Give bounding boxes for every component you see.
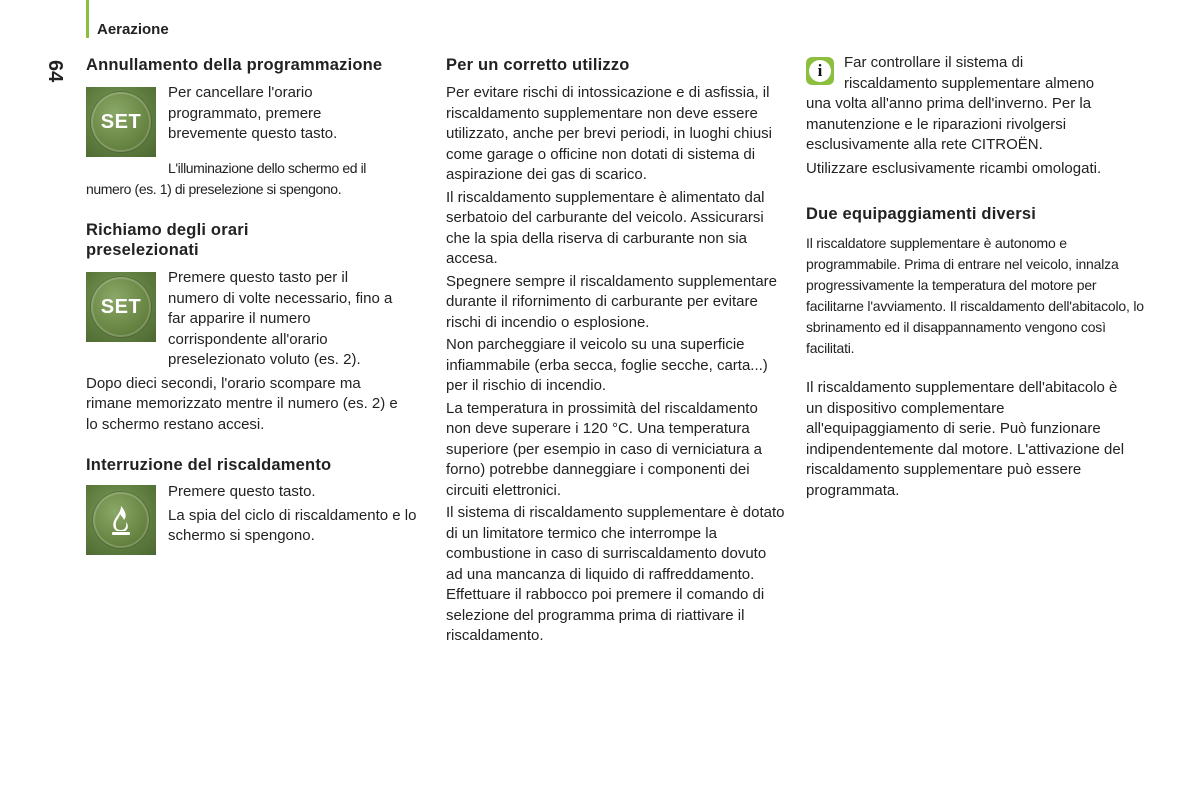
info-ricambi: Utilizzare esclusivamente ricambi omologati.	[806, 159, 1102, 177]
set-label: SET	[91, 92, 151, 152]
paragraph-4: Non parcheggiare il veicolo su una superficie infiammabile (erba secca, foglie secche, carta...) per il rischio di incendio.	[446, 336, 768, 394]
section-title: Aerazione	[97, 21, 169, 38]
column-right	[806, 53, 1156, 501]
heading-annullamento: Annullamento della programmazione	[86, 56, 383, 74]
text-interruzione-2: La spia del ciclo di riscaldamento e lo schermo si spengono.	[168, 506, 417, 544]
column-left	[86, 53, 426, 555]
heading-due-equipaggiamenti: Due equipaggiamenti diversi	[806, 205, 1037, 223]
text-interruzione-1: Premere questo tasto.	[168, 483, 316, 500]
info-text: una volta all'anno prima dell'inverno. Per la manutenzione e le riparazioni rivolgersi esclusivamente alla rete CITROËN.	[806, 95, 1092, 153]
set-row-2	[86, 268, 426, 371]
info-glyph: i	[809, 60, 831, 82]
set-label: SET	[91, 277, 151, 337]
section-rule	[86, 0, 89, 38]
info-line-2: riscaldamento supplementare almeno	[844, 74, 1095, 92]
heading-richiamo: Richiamo degli orari preselezionati	[86, 221, 249, 259]
column-middle	[446, 53, 786, 647]
heading-corretto-utilizzo: Per un corretto utilizzo	[446, 56, 630, 74]
info-icon	[806, 57, 834, 85]
paragraph-complementare: Il riscaldamento supplementare dell'abitacolo è un dispositivo complementare all'equipaggiamento di serie. Può funzionare indipendentemente dal motore. L'attivazione del riscaldamento supplementare può essere programmata.	[806, 379, 1125, 499]
paragraph-autonomo: Il riscaldatore supplementare è autonomo e programmabile. Prima di entrare nel veicolo, innalza progressivamente la temperatura del motore per facilitarne l'avviamento. Il riscaldamento dell'abitacolo, lo sbrinamento ed il disappannamento vengono così facilitati.	[806, 235, 1144, 356]
info-note	[806, 53, 1156, 94]
paragraph-6: Il sistema di riscaldamento supplementare è dotato di un limitatore termico che interrompe la combustione in caso di surriscaldamento dovuto ad una mancanza di liquido di raffreddamento. Effettuare il rabbocco poi premere il comando di selezione del programma prima di riattivare il riscaldamento.	[446, 504, 785, 644]
paragraph-1: Per evitare rischi di intossicazione e di asfissia, il riscaldamento supplementare non deve essere utilizzato, anche per brevi periodi, in luoghi chiusi come garage o officine non dotati di sistema di aspirazione dei gas di scarico.	[446, 84, 773, 183]
paragraph-2: Il riscaldamento supplementare è alimentato dal serbatoio del carburante del veicolo. Assicurarsi che la spia della riserva di carburante non sia accesa.	[446, 188, 765, 267]
set-button-icon	[86, 272, 156, 342]
paragraph-5: La temperatura in prossimità del riscaldamento non deve superare i 120 °C. Una temperatura superiore (per esempio in caso di verniciatura a forno) potrebbe danneggiare i componenti dei circuiti elettronici.	[446, 399, 762, 499]
info-line-1: Far controllare il sistema di	[844, 54, 1024, 71]
note-annullamento-a: L'illuminazione dello schermo ed il	[168, 160, 367, 176]
paragraph-3: Spegnere sempre il riscaldamento supplementare durante il rifornimento di carburante per evitare rischi di incendio o esplosione.	[446, 272, 778, 331]
set-row-1	[86, 83, 426, 157]
text-richiamo-after: Dopo dieci secondi, l'orario scompare ma rimane memorizzato mentre il numero (es. 2) e lo schermo restano accesi.	[86, 374, 398, 433]
heading-interruzione: Interruzione del riscaldamento	[86, 456, 332, 474]
set-button-icon	[86, 87, 156, 157]
heater-button	[93, 492, 149, 548]
note-annullamento-b: numero (es. 1) di preselezione si spengono.	[86, 181, 342, 197]
text-richiamo: Premere questo tasto per il numero di volte necessario, fino a far apparire il numero corrispondente all'orario preselezionato voluto (es. 2).	[168, 269, 393, 368]
text-annullamento: Per cancellare l'orario programmato, premere brevemente questo tasto.	[168, 84, 338, 142]
page-number: 64	[44, 60, 66, 83]
heater-row	[86, 482, 426, 555]
heater-flame-icon	[86, 485, 156, 555]
